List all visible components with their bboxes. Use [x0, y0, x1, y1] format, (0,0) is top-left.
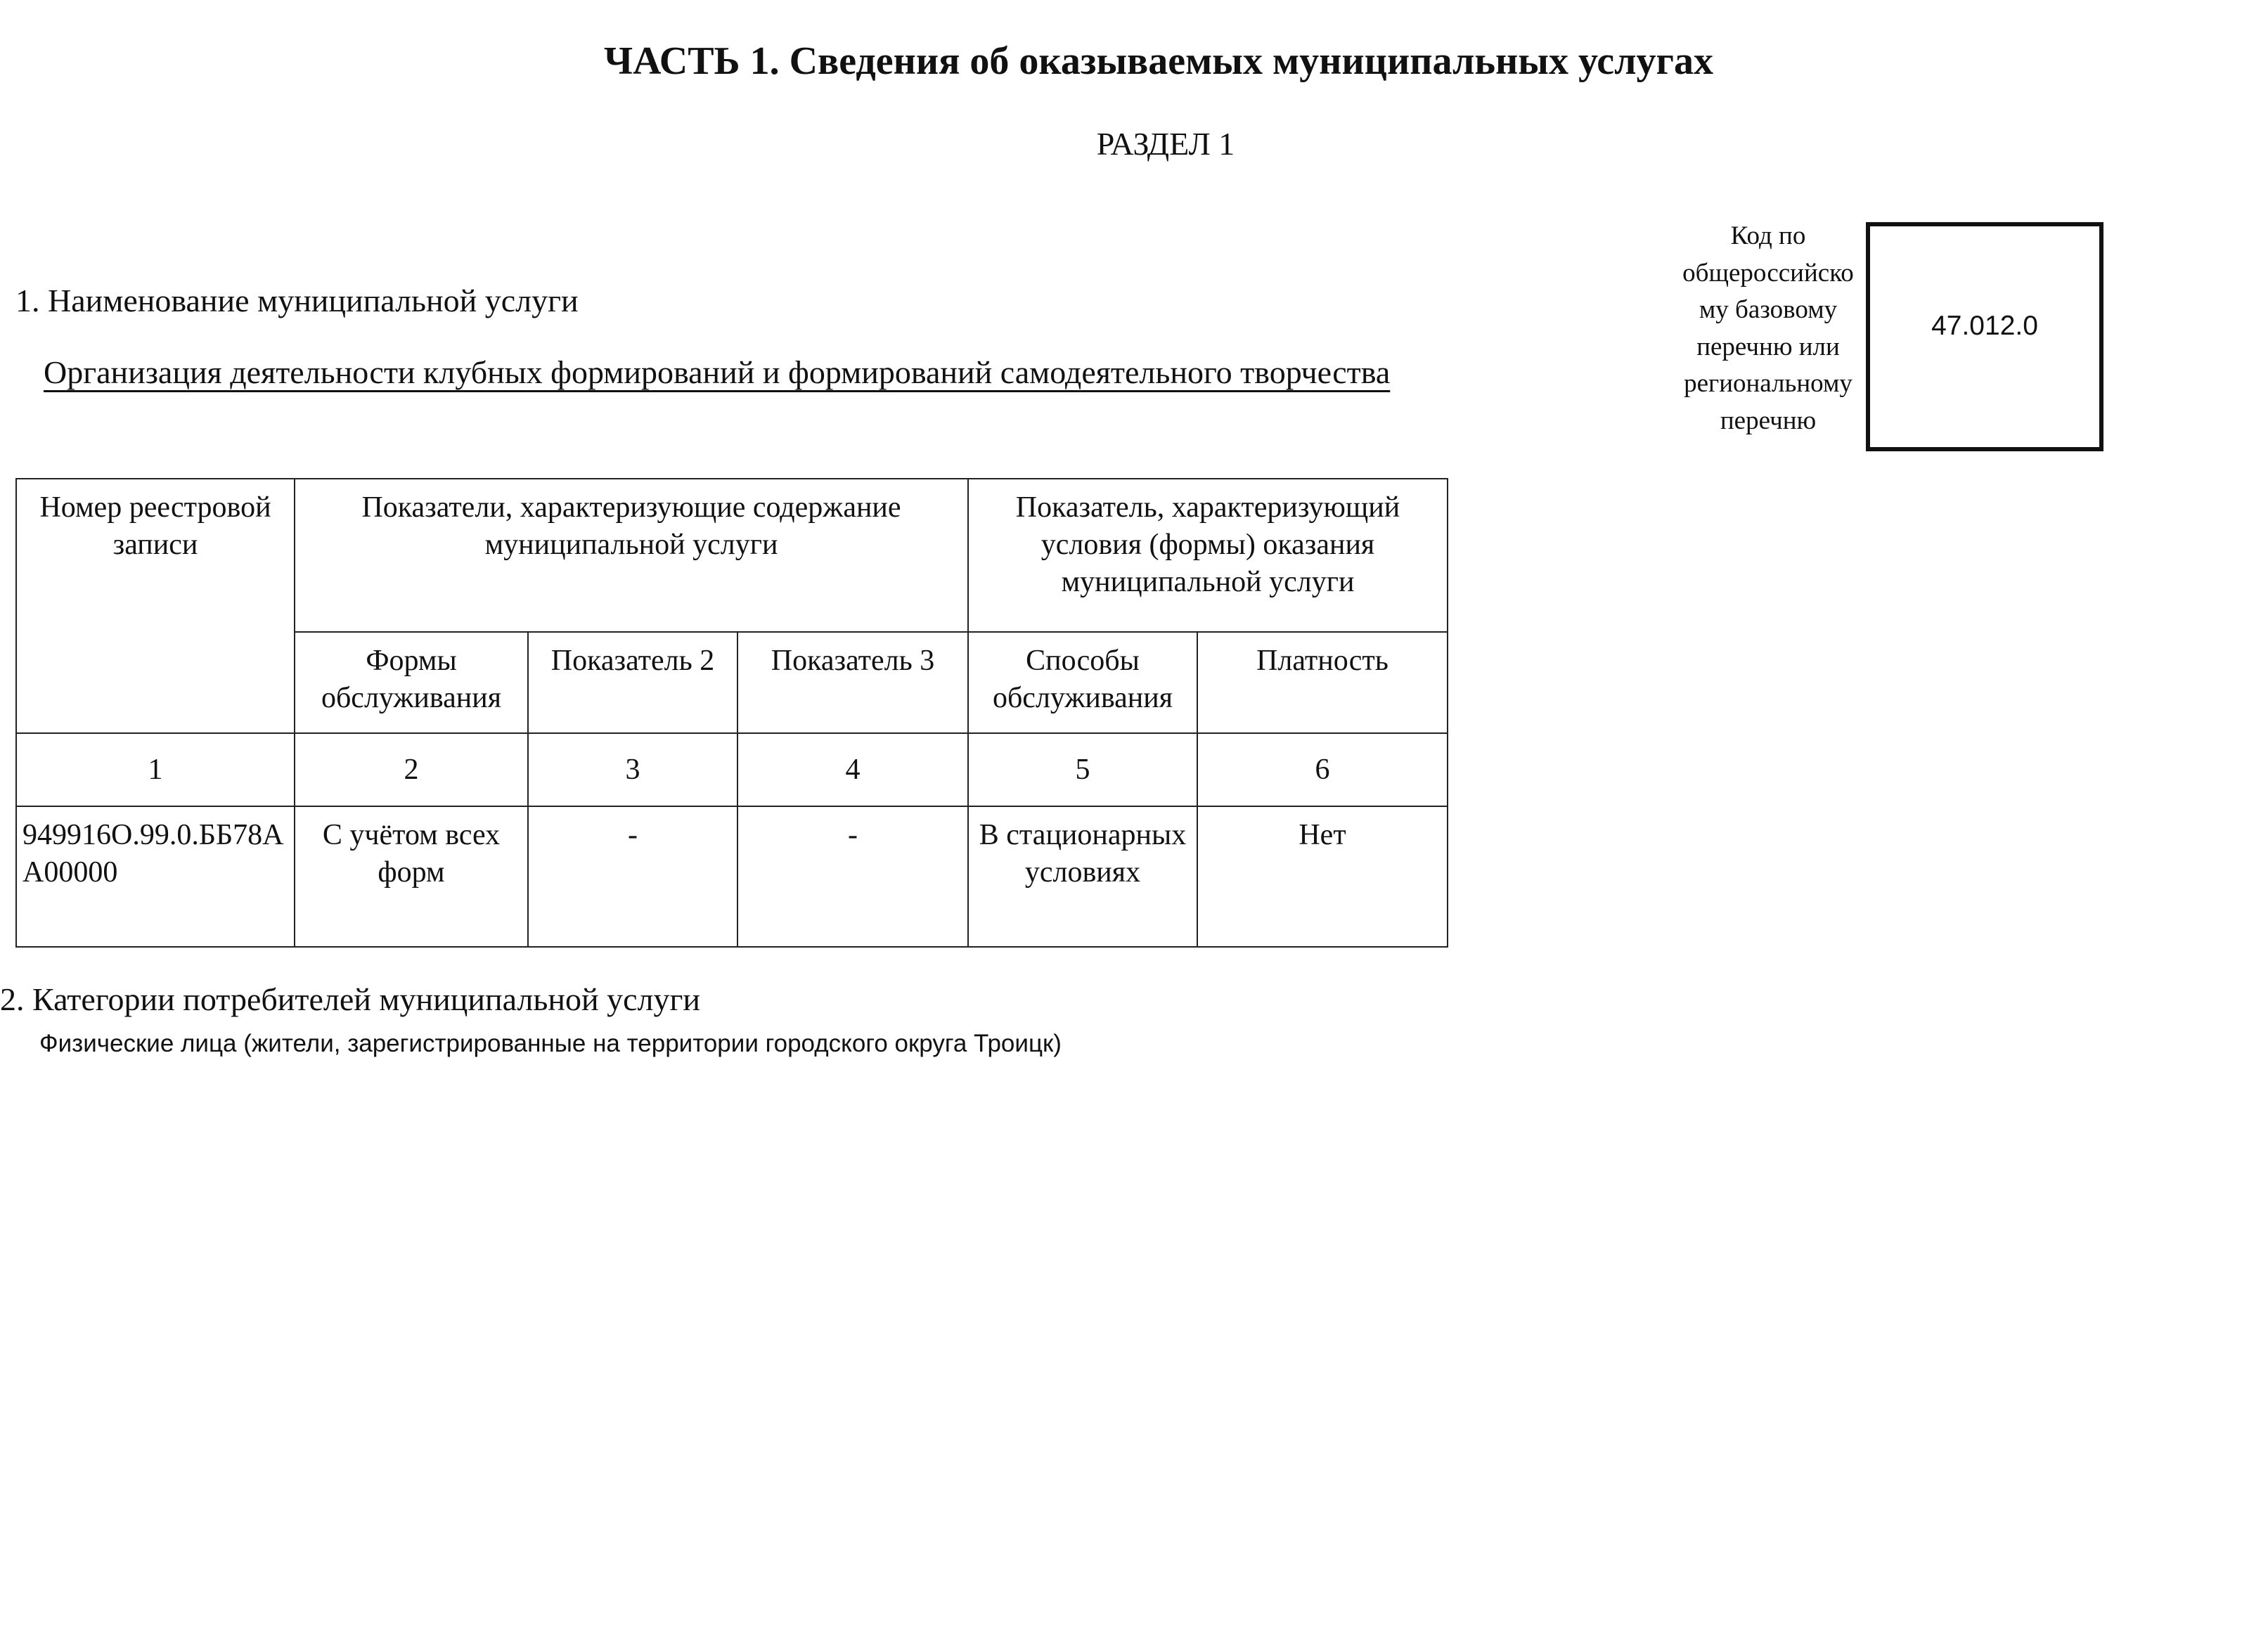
categories-value: Физические лица (жители, зарегистрированные на территории городского округа Троицк)	[39, 1030, 1062, 1057]
code-label-line: перечню	[1720, 406, 1817, 435]
column-number: 1	[16, 733, 295, 806]
header-content-indicators: Показатели, характеризующие содержание муниципальной услуги	[295, 479, 968, 632]
column-number: 2	[295, 733, 528, 806]
header-service-methods: Способы обслуживания	[968, 632, 1197, 733]
column-number: 6	[1197, 733, 1448, 806]
table-header-row	[16, 479, 1448, 632]
section-title: РАЗДЕЛ 1	[1096, 126, 1235, 162]
code-label-line: перечню или	[1696, 332, 1840, 361]
code-box	[1866, 222, 2103, 451]
cell-indicator-2: -	[528, 806, 737, 947]
code-label-line: му базовому	[1699, 295, 1838, 324]
cell-registry-number: 949916О.99.0.ББ78АА00000	[16, 806, 295, 947]
indicators-table	[15, 478, 1448, 948]
code-label	[1652, 218, 1884, 439]
code-value: 47.012.0	[1931, 311, 2038, 341]
header-indicator-2: Показатель 2	[528, 632, 737, 733]
header-condition-indicator: Показатель, характеризующий условия (формы) оказания муниципальной услуги	[968, 479, 1448, 632]
column-number: 5	[968, 733, 1197, 806]
part-title: ЧАСТЬ 1. Сведения об оказываемых муниципальных услугах	[604, 39, 1713, 83]
column-number: 3	[528, 733, 737, 806]
service-name-value: Организация деятельности клубных формирований и формирований самодеятельного творчества	[44, 354, 1391, 390]
cell-indicator-3: -	[737, 806, 968, 947]
header-registry-number: Номер реестровой записи	[16, 479, 295, 733]
column-number-row	[16, 733, 1448, 806]
cell-payment: Нет	[1197, 806, 1448, 947]
header-indicator-3: Показатель 3	[737, 632, 968, 733]
header-payment: Платность	[1197, 632, 1448, 733]
categories-label: 2. Категории потребителей муниципальной услуги	[0, 981, 700, 1017]
header-forms-of-service: Формы обслуживания	[295, 632, 528, 733]
service-name-label: 1. Наименование муниципальной услуги	[15, 283, 579, 318]
code-label-line: региональному	[1684, 369, 1853, 398]
code-label-line: общероссийско	[1682, 258, 1854, 288]
cell-service-methods: В стационарных условиях	[968, 806, 1197, 947]
table-row	[16, 806, 1448, 947]
cell-forms-of-service: С учётом всех форм	[295, 806, 528, 947]
column-number: 4	[737, 733, 968, 806]
code-label-line: Код по	[1730, 221, 1806, 250]
